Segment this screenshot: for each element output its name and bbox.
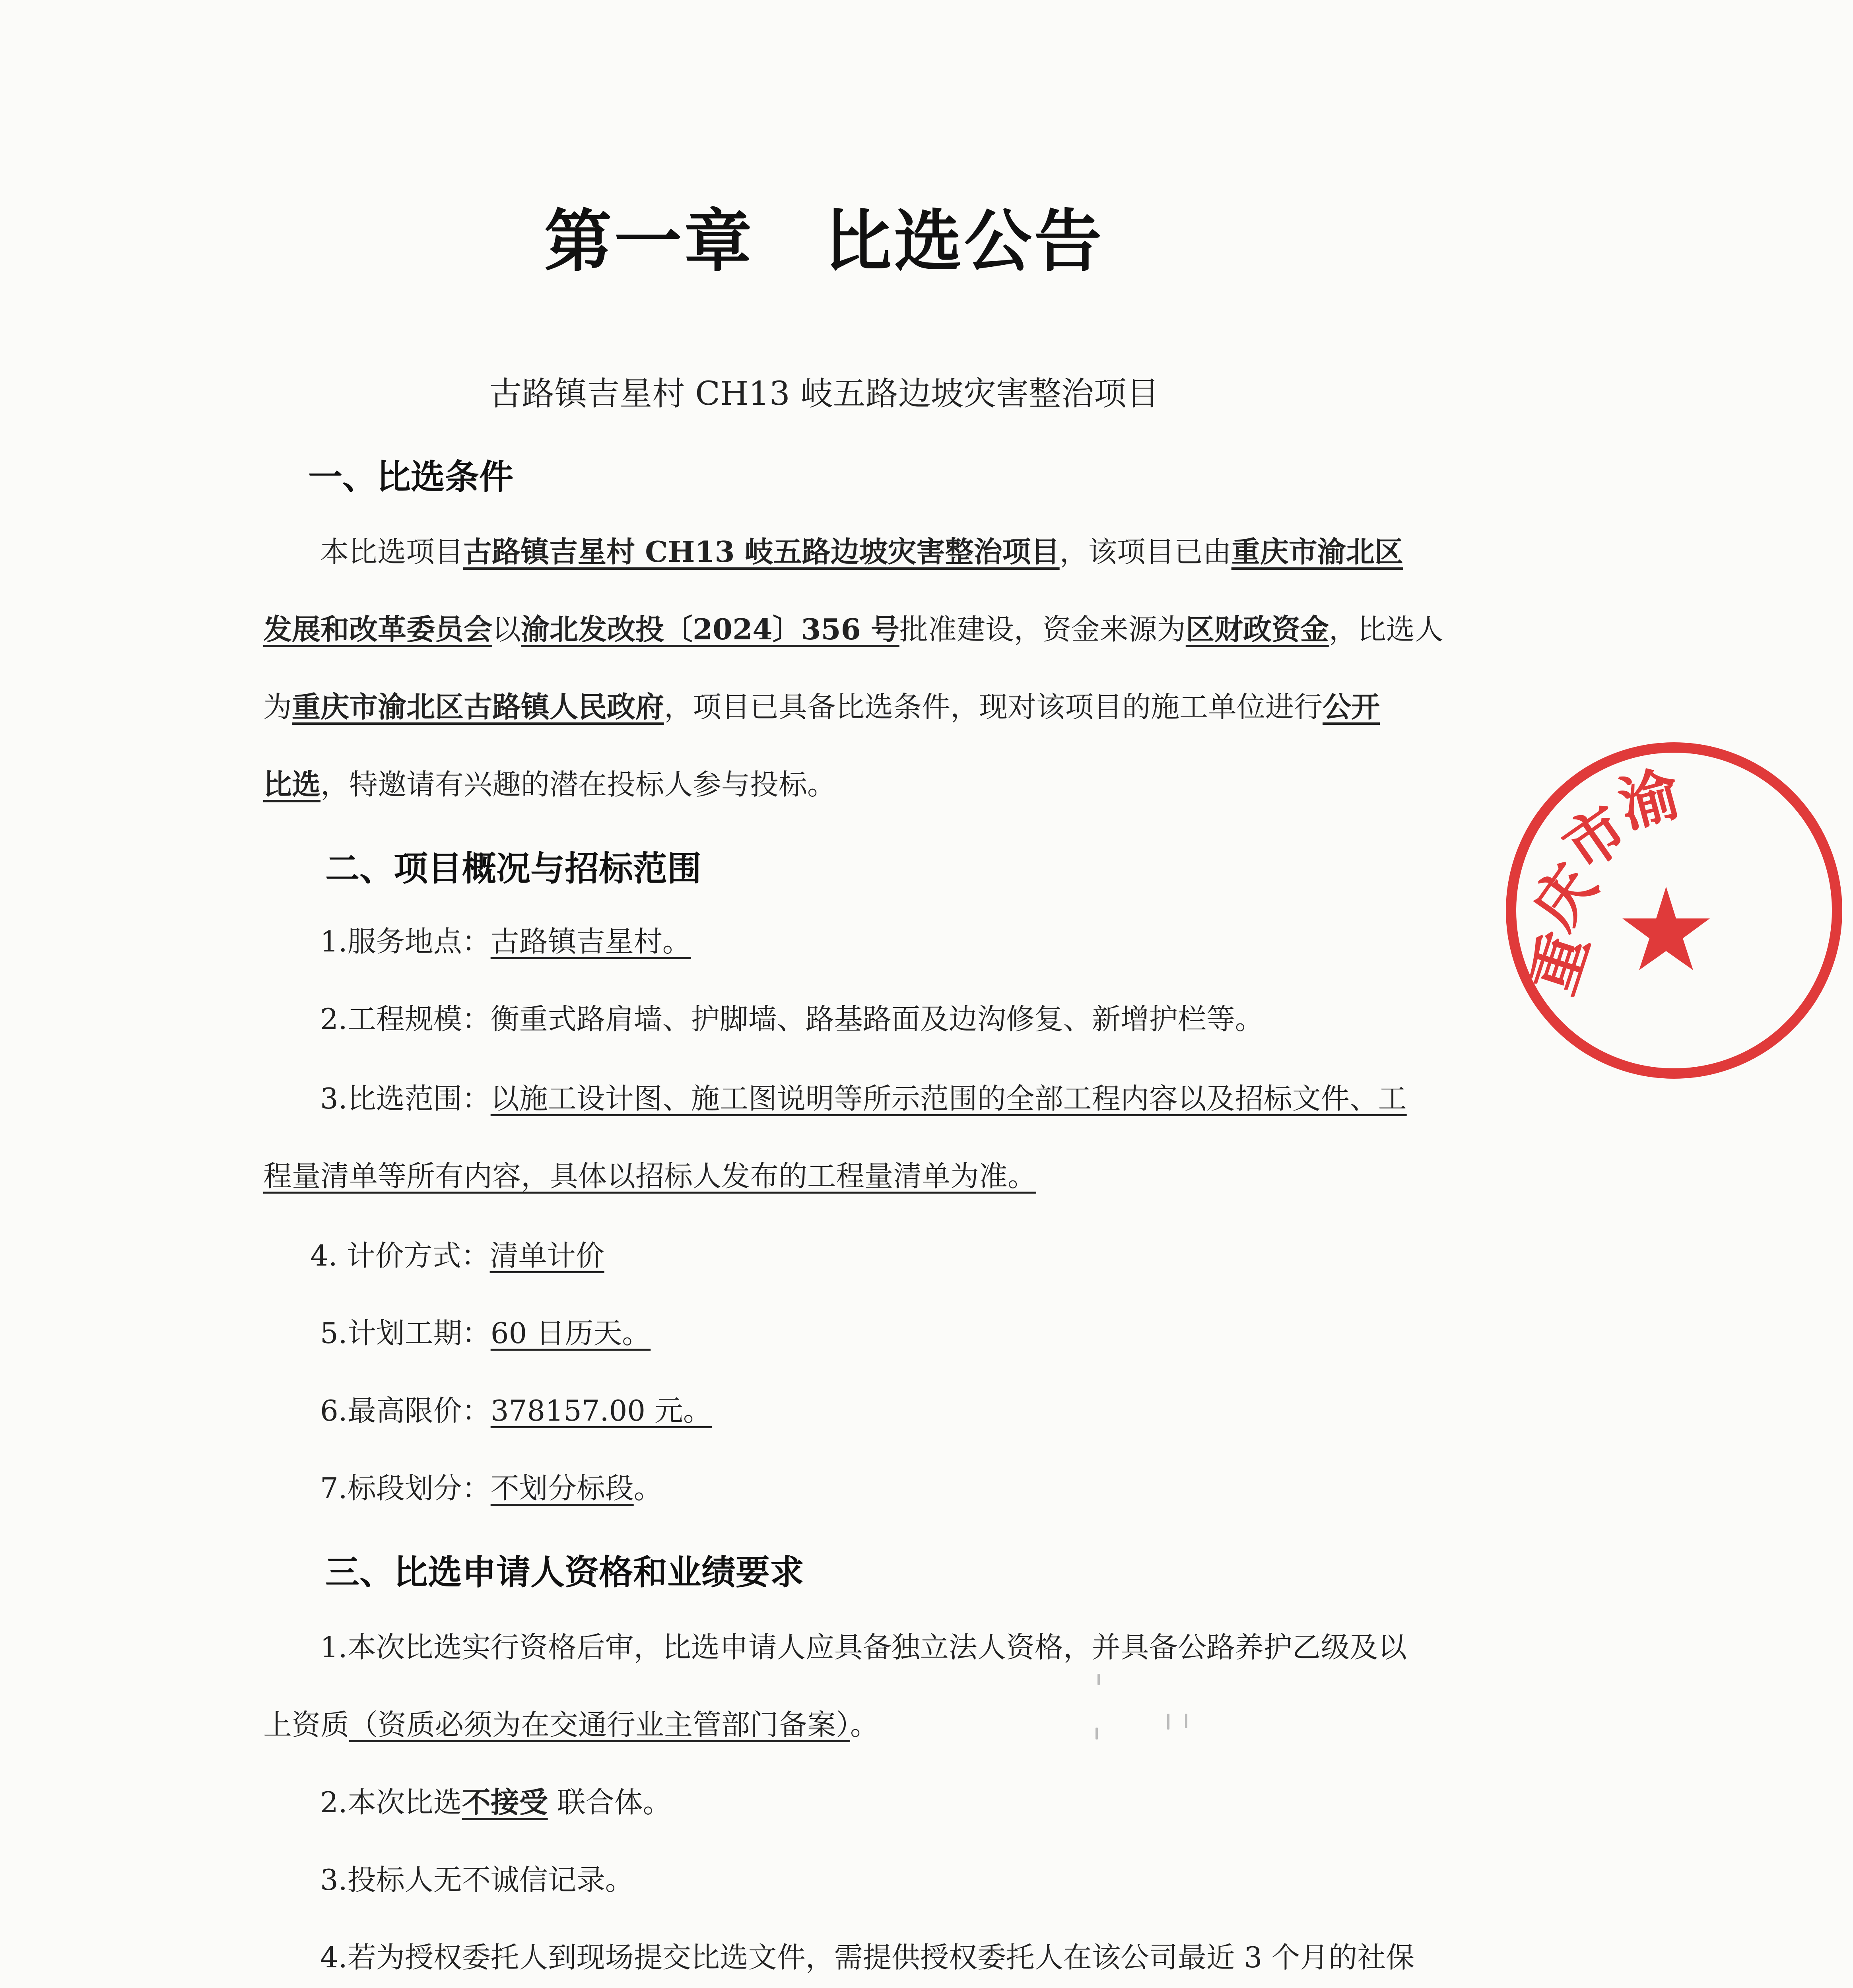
project-name: 古路镇吉星村 CH13 岐五路边坡灾害整治项目 (489, 375, 1159, 413)
s3-item-3: 3.投标人无不诚信记录。 (320, 1863, 634, 1897)
s1-paragraph-line-2: 发展和改革委员会以渝北发改投〔2024〕356 号批准建设，资金来源为区财政资金，比选人 (263, 612, 1443, 646)
section-heading-2: 二、项目概况与招标范围 (325, 848, 701, 889)
s2-item-4: 4. 计价方式：清单计价 (310, 1239, 604, 1272)
tendering-party: 重庆市渝北区古路镇人民政府 (292, 690, 664, 724)
s3-item-1-line-1: 1.本次比选实行资格后审，比选申请人应具备独立法人资格，并具备公路养护乙级及以 (320, 1631, 1407, 1664)
lot-division: 不划分标段 (490, 1472, 634, 1505)
s1-paragraph-line-4: 比选，特邀请有兴趣的潜在投标人参与投标。 (263, 767, 836, 801)
chapter-title: 第一章 比选公告 (544, 202, 1104, 281)
s2-item-2: 2.工程规模：衡重式路肩墙、护脚墙、路基路面及边沟修复、新增护栏等。 (320, 1002, 1264, 1036)
s1-paragraph-line-3: 为重庆市渝北区古路镇人民政府，项目已具备比选条件，现对该项目的施工单位进行公开 (263, 690, 1380, 724)
s3-item-2: 2.本次比选不接受 联合体。 (320, 1785, 672, 1819)
section-heading-1: 一、比选条件 (308, 457, 513, 497)
consortium-policy: 不接受 (462, 1785, 548, 1819)
scope-line-1: 以施工设计图、施工图说明等所示范围的全部工程内容以及招标文件、工 (490, 1082, 1407, 1115)
s3-item-4-line-1: 4.若为授权委托人到现场提交比选文件，需提供授权委托人在该公司最近 3 个月的社保 (320, 1941, 1415, 1974)
section-heading-3: 三、比选申请人资格和业绩要求 (325, 1552, 804, 1592)
scope-line-2: 程量清单等所有内容，具体以招标人发布的工程量清单为准。 (263, 1159, 1037, 1193)
planned-duration: 60 日历天。 (490, 1316, 651, 1350)
scan-speck (1167, 1714, 1169, 1730)
s2-item-1: 1.服务地点：古路镇吉星村。 (320, 925, 691, 958)
funding-source: 区财政资金 (1185, 612, 1329, 646)
qualification-note: （资质必须为在交通行业主管部门备案） (349, 1708, 851, 1741)
scan-speck (1185, 1714, 1187, 1728)
selection-method: 公开 (1323, 690, 1380, 724)
approving-authority: 重庆市渝北区 (1231, 535, 1403, 569)
s1-paragraph-line-1: 本比选项目古路镇吉星村 CH13 岐五路边坡灾害整治项目，该项目已由重庆市渝北区 (320, 535, 1403, 569)
s2-item-6: 6.最高限价：378157.00 元。 (320, 1394, 712, 1427)
s3-item-1-line-2: 上资质（资质必须为在交通行业主管部门备案）。 (263, 1708, 879, 1741)
official-seal-stamp: 重 庆 市 渝 (1495, 732, 1853, 1089)
s2-item-3: 3.比选范围：以施工设计图、施工图说明等所示范围的全部工程内容以及招标文件、工 (320, 1082, 1407, 1115)
maximum-price: 378157.00 元。 (490, 1394, 712, 1427)
pricing-method: 清单计价 (489, 1239, 604, 1272)
s2-item-7: 7.标段划分：不划分标段。 (320, 1472, 662, 1505)
project-name-inline: 古路镇吉星村 CH13 岐五路边坡灾害整治项目 (463, 535, 1060, 569)
s2-item-3-cont (263, 1157, 1036, 1195)
approval-document-number: 渝北发改投〔2024〕356 号 (521, 612, 899, 646)
scan-speck (1095, 1728, 1098, 1740)
scan-speck (1097, 1674, 1100, 1685)
service-location: 古路镇吉星村。 (490, 925, 691, 958)
s2-item-5: 5.计划工期：60 日历天。 (320, 1316, 651, 1350)
